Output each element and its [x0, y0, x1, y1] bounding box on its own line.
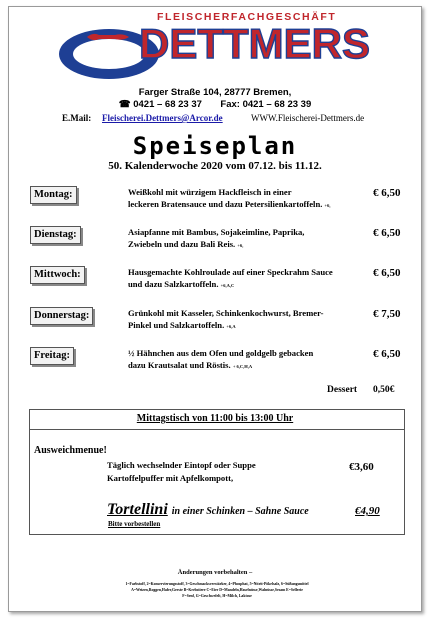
- logo-name: DETTMERS: [139, 20, 370, 67]
- dish-line: Grünkohl mit Kasseler, Schinkenkochwurst, Bremer-: [128, 308, 324, 318]
- fax-number: Fax: 0421 – 68 23 39: [220, 99, 312, 110]
- email-link[interactable]: Fleischerei.Dettmers@Arcor.de: [102, 113, 223, 123]
- price-thursday: € 7,50: [373, 308, 401, 320]
- allergen-legend-line: F=Senf, G=Geschwefelt, H=Milch, Laktose: [182, 594, 252, 598]
- mittagstisch-title: Mittagstisch von 11:00 bis 13:00 Uhr: [136, 413, 294, 424]
- price-tuesday: € 6,50: [373, 227, 401, 239]
- dish-line: Kartoffelpuffer mit Apfelkompott,: [107, 472, 234, 483]
- dish-monday: [128, 186, 374, 211]
- allergen-codes: +6,: [237, 243, 244, 249]
- day-label-friday: Freitag:: [30, 347, 74, 365]
- allergen-legend-line: A=Weizen,Roggen,Hafer,Gerste B=Krebstiere C=Eier D=Mandeln,Haselnüsse,Walnüsse,Sesam E=Sellerie: [131, 588, 303, 592]
- dish-line: leckeren Bratensauce und dazu Petersilienkartoffeln. +6,: [128, 199, 331, 210]
- dish-friday: [128, 347, 374, 372]
- ausweich-dish: [107, 459, 327, 485]
- address-line: Farger Straße 104, 28777 Bremen,: [138, 87, 292, 98]
- allergen-codes: +6,A,C: [220, 283, 235, 289]
- shop-logo: [57, 11, 397, 77]
- preorder-note: Bitte vorbestellen: [108, 520, 161, 528]
- day-label-thursday: Donnerstag:: [30, 307, 93, 325]
- dish-line: Weißkohl mit würzigem Hackfleisch in einer: [128, 187, 292, 197]
- dish-line: Hausgemachte Kohlroulade auf einer Speckrahm Sauce: [128, 267, 333, 277]
- menu-page: [8, 6, 422, 612]
- allergen-codes: +6,: [324, 203, 331, 209]
- allergen-codes: +6,A: [226, 324, 236, 330]
- week-subtitle: 50. Kalenderwoche 2020 vom 07.12. bis 11.12.: [108, 160, 322, 172]
- price-monday: € 6,50: [373, 187, 401, 199]
- dish-line: ½ Hähnchen aus dem Ofen und goldgelb gebacken: [128, 348, 314, 358]
- dish-line: dazu Krautsalat und Röstis. + 6,C,H,A: [128, 360, 253, 371]
- tortellini-desc: in einer Schinken – Sahne Sauce: [171, 506, 309, 517]
- allergen-codes: + 6,C,H,A: [232, 364, 253, 370]
- dessert-price: 0,50€: [373, 385, 395, 395]
- changes-note: Änderungen vorbehalten –: [177, 569, 253, 576]
- tortellini-price: €4,90: [355, 505, 380, 517]
- tortellini-dish: [107, 501, 309, 519]
- dish-wednesday: [128, 266, 374, 291]
- tortellini-name: Tortellini: [107, 501, 168, 518]
- dish-line: Zwiebeln und dazu Bali Reis. +6,: [128, 239, 244, 250]
- day-label-monday: Montag:: [30, 186, 77, 204]
- dish-tuesday: [128, 226, 374, 251]
- email-label: E.Mail:: [62, 113, 92, 123]
- website-text: WWW.Fleischerei-Dettmers.de: [251, 113, 365, 123]
- day-label-tuesday: Dienstag:: [30, 226, 81, 244]
- dish-line: Pinkel und Salzkartoffeln. +6,A: [128, 320, 236, 331]
- divider: [29, 429, 405, 430]
- day-label-wednesday: Mittwoch:: [30, 266, 85, 284]
- dish-line: und dazu Salzkartoffeln. +6,A,C: [128, 279, 235, 290]
- dessert-label: Dessert: [327, 385, 358, 395]
- price-wednesday: € 6,50: [373, 267, 401, 279]
- dish-line: Täglich wechselnder Eintopf oder Suppe: [107, 460, 256, 470]
- dish-line: Asiapfanne mit Bambus, Sojakeimline, Paprika,: [128, 227, 305, 237]
- ausweich-title: Ausweichmenue!: [34, 445, 107, 456]
- allergen-legend-line: 1=Farbstoff, 2=Konservierungsstoff, 3=Geschmacksverstärker, 4=Phosphat, 5=Nitrit-Pökelsalz, 6=Süßungsmittel: [125, 582, 309, 586]
- phone-fax-line: [9, 99, 421, 110]
- ausweich-price: €3,60: [349, 461, 374, 473]
- page-title: Speiseplan: [132, 132, 298, 160]
- price-friday: € 6,50: [373, 348, 401, 360]
- phone-number: ☎ 0421 – 68 23 37: [118, 99, 202, 110]
- logo-tagline: FLEISCHERFACHGESCHÄFT: [157, 11, 337, 23]
- dish-thursday: [128, 307, 374, 332]
- bull-icon: [85, 31, 131, 43]
